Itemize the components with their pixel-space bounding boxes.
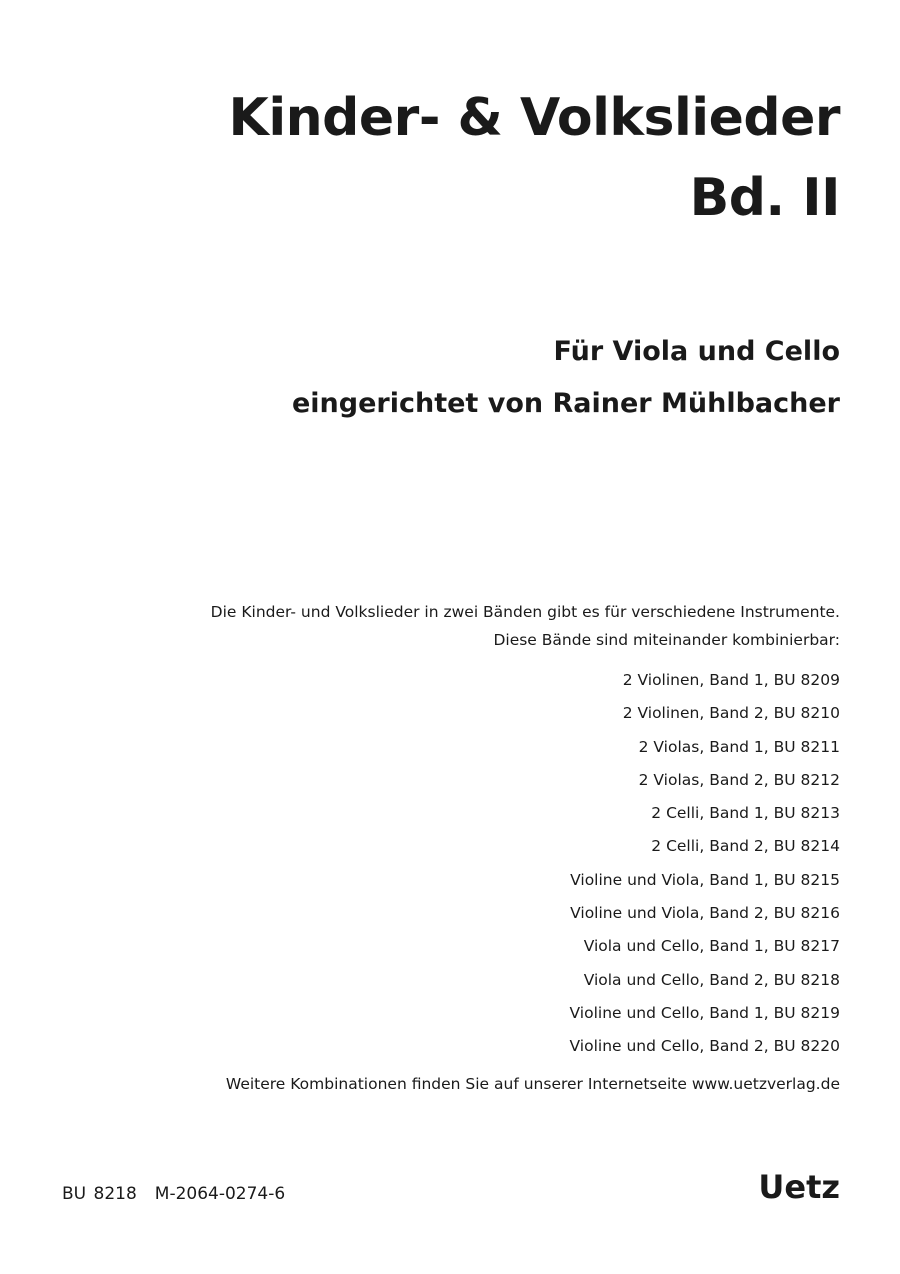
editions-list — [211, 664, 840, 1064]
edition-item: Violine und Cello, Band 2, BU 8220 — [569, 1037, 840, 1056]
intro-text: Die Kinder- und Volkslieder in zwei Bänden gibt es für verschiedene Instrumente. — [210, 603, 840, 621]
edition-item: 2 Violas, Band 2, BU 8212 — [638, 770, 840, 789]
edition-item: Violine und Viola, Band 2, BU 8216 — [570, 904, 840, 923]
edition-item: 2 Celli, Band 2, BU 8214 — [651, 837, 840, 856]
edition-item: Violine und Viola, Band 1, BU 8215 — [570, 870, 840, 889]
title-block — [229, 78, 840, 238]
subtitle-block — [292, 326, 840, 430]
instrumentation-subtitle: Für Viola und Cello — [553, 336, 840, 367]
page-title: Kinder- & Volkslieder — [228, 88, 840, 148]
footer-identifiers — [62, 1184, 285, 1204]
edition-item: Viola und Cello, Band 2, BU 8218 — [583, 970, 840, 989]
arranger-subtitle: eingerichtet von Rainer Mühlbacher — [291, 388, 840, 419]
ismn-number: M-2064-0274-6 — [154, 1184, 286, 1204]
publisher-logo: Uetz — [758, 1168, 840, 1206]
catalog-number: BU 8218 — [62, 1184, 137, 1204]
edition-item: 2 Celli, Band 1, BU 8213 — [651, 804, 840, 823]
volume-label: Bd. II — [689, 168, 840, 228]
edition-item: Viola und Cello, Band 1, BU 8217 — [583, 937, 840, 956]
edition-item: Violine und Cello, Band 1, BU 8219 — [569, 1003, 840, 1022]
edition-item: 2 Violas, Band 1, BU 8211 — [638, 737, 840, 756]
website-note: Weitere Kombinationen finden Sie auf unserer Internetseite www.uetzverlag.de — [225, 1074, 840, 1093]
edition-item: 2 Violinen, Band 1, BU 8209 — [622, 671, 840, 689]
combinable-text: Diese Bände sind miteinander kombinierbar: — [493, 631, 840, 649]
editions-info — [211, 598, 840, 1104]
edition-item: 2 Violinen, Band 2, BU 8210 — [622, 704, 840, 723]
